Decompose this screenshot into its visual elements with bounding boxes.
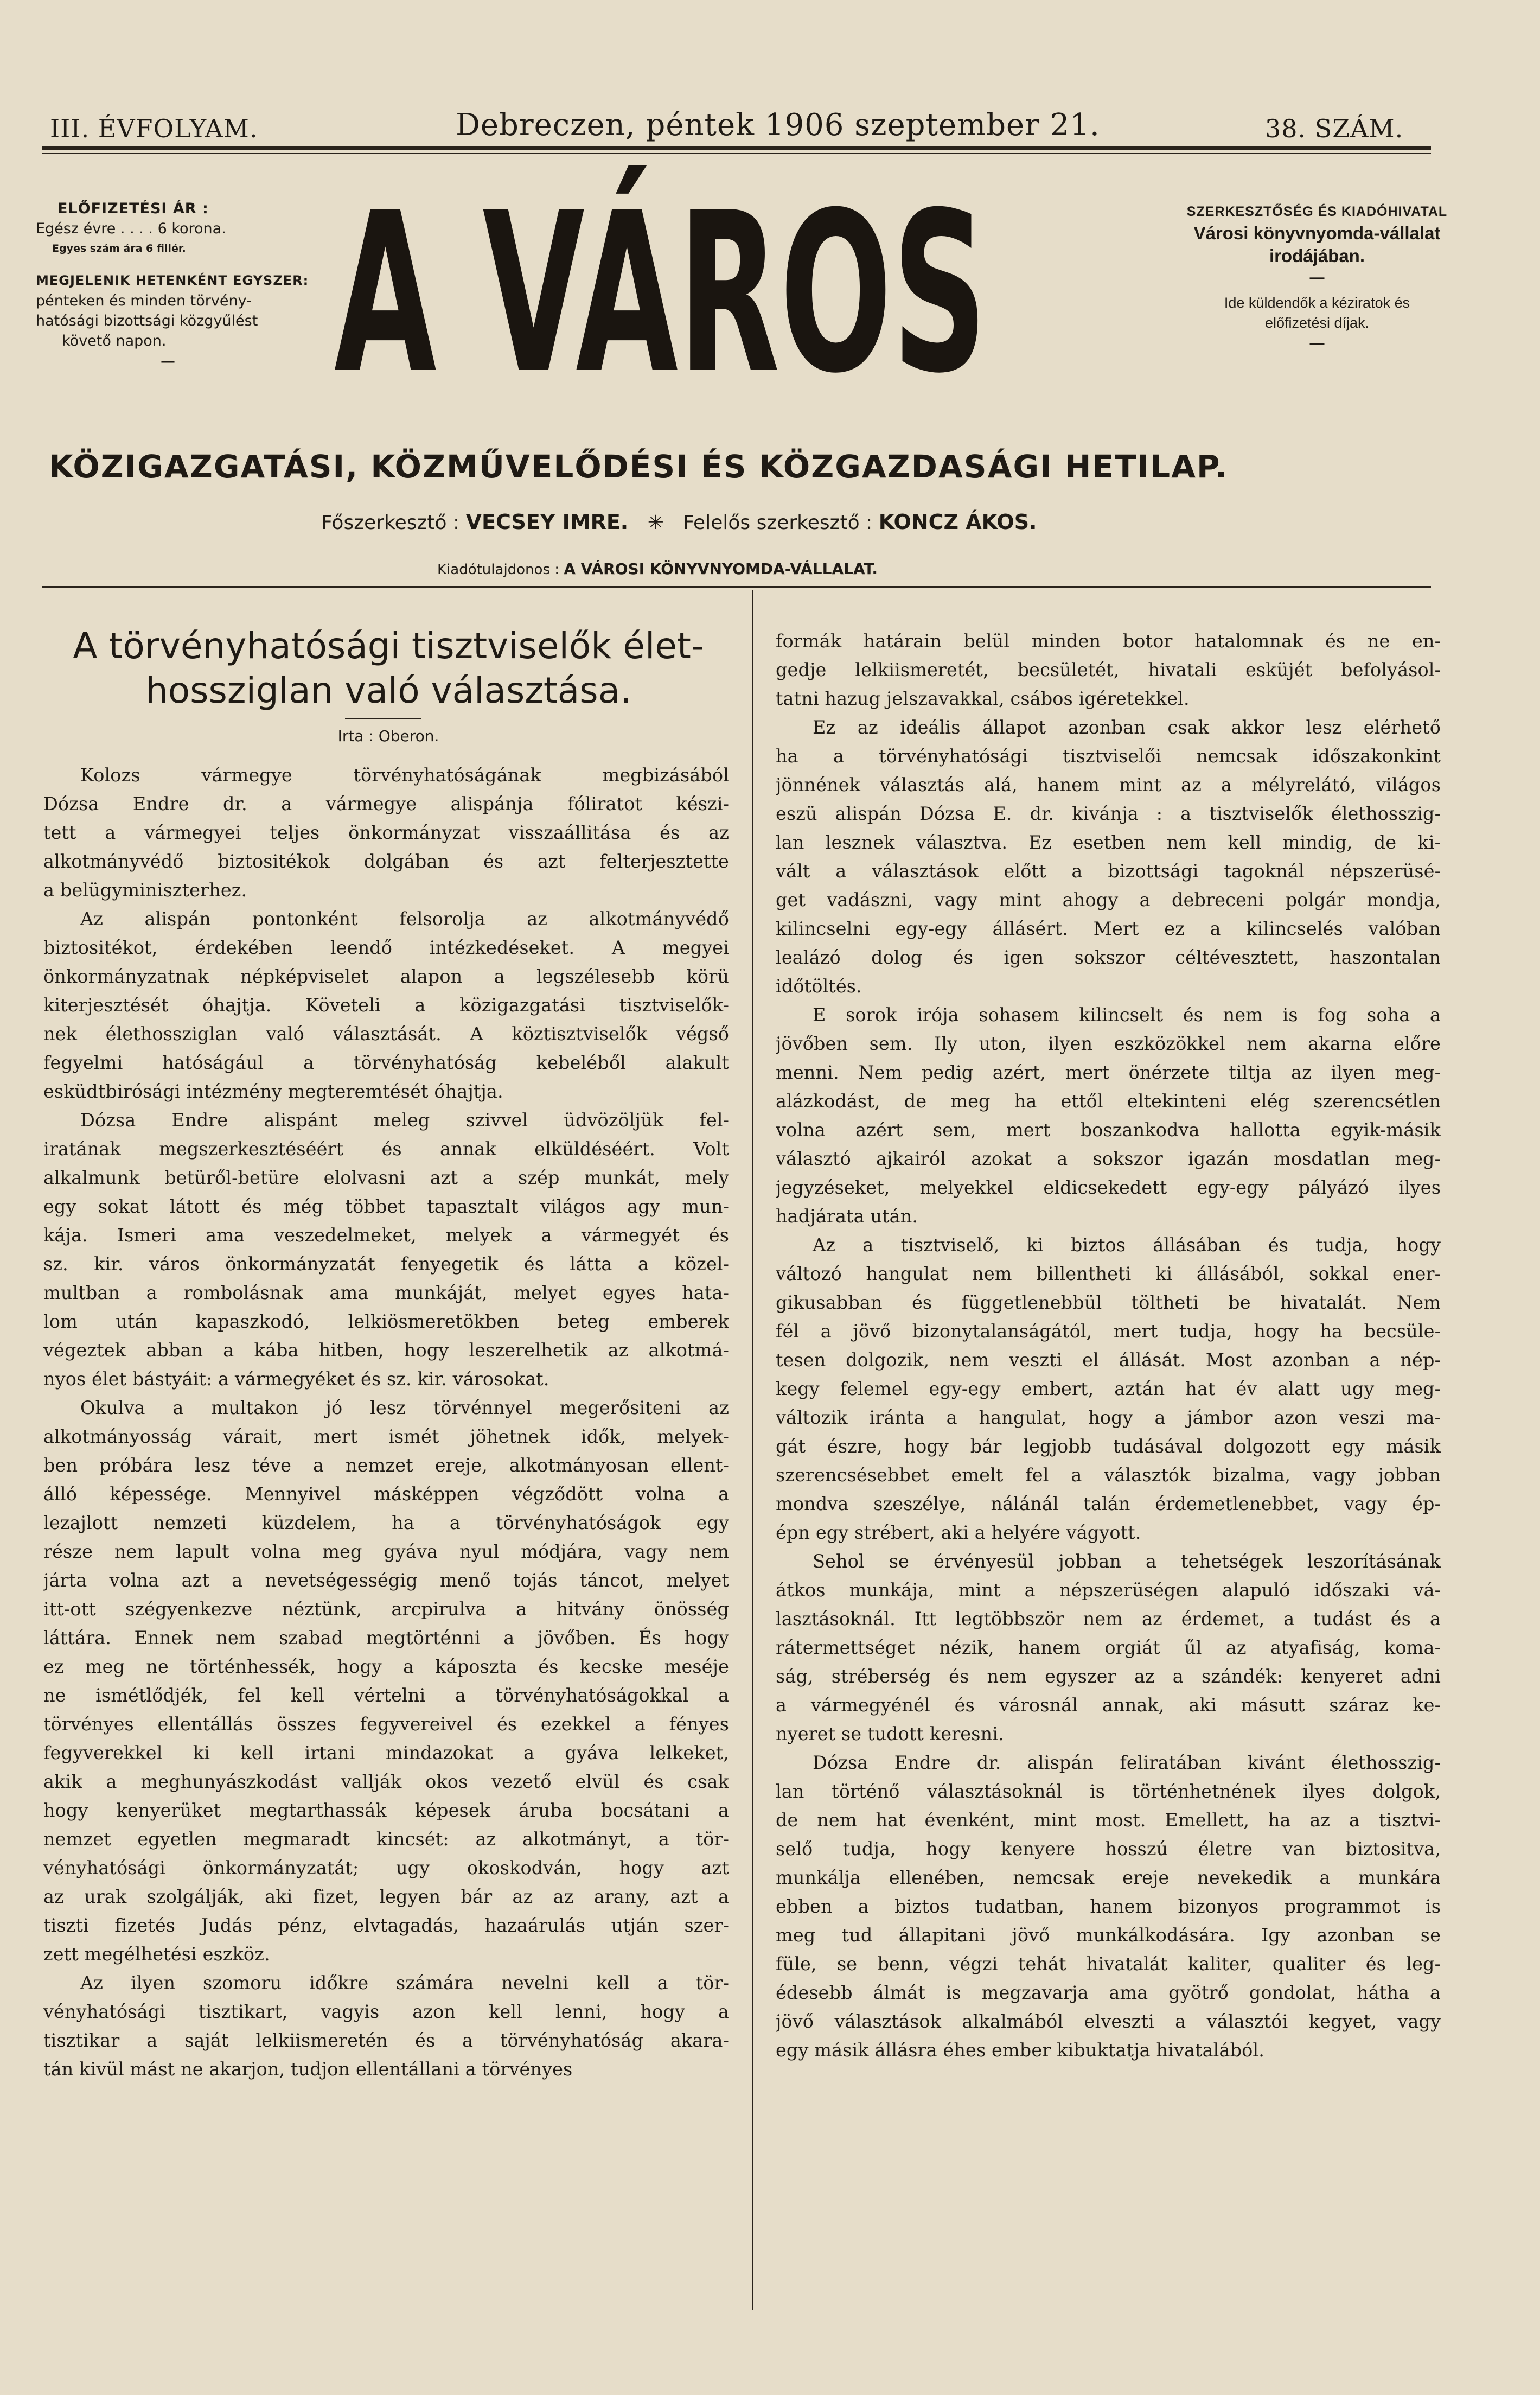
- text-line: lan történő választásoknál is történhetnének ilyes dolgok,: [776, 1781, 1441, 1802]
- text-line: gikusabban és függetlenebbül töltheti be hivatalát. Nem: [776, 1292, 1441, 1313]
- column-divider: [752, 590, 753, 2310]
- text-line: volna azért sem, mert boszankodva hallotta egyik-másik: [776, 1119, 1441, 1141]
- subscription-single: Egyes szám ára 6 fillér.: [52, 243, 186, 254]
- responsible-editor-name: KONCZ ÁKOS.: [878, 510, 1037, 534]
- text-line: választó ajkairól azokat a sokszor igazán mosdatlan meg-: [776, 1148, 1441, 1169]
- text-line: átkos munkája, mint a népszerüségen alapuló időszaki vá-: [776, 1579, 1441, 1601]
- office-box: [1165, 202, 1469, 353]
- office-dash-2: —: [1309, 335, 1325, 351]
- text-line: gát észre, hogy bár legjobb tudásával dolgozott egy másik: [776, 1436, 1441, 1457]
- text-line: Ez az ideális állapot azonban csak akkor lesz elérhető: [813, 717, 1441, 738]
- paragraph: [43, 905, 729, 1106]
- text-line: Kolozs vármegye törvényhatóságának megbizásából: [80, 765, 729, 786]
- text-line: fegyelmi hatóságául a törvényhatóság kebeléből alakult: [43, 1052, 729, 1073]
- subscription-heading: ELŐFIZETÉSI ÁR :: [57, 200, 209, 217]
- text-line: Az ilyen szomoru időkre számára nevelni kell a tör-: [80, 1972, 729, 1993]
- text-line: szerencsésebbet emelt fel a választók bizalma, vagy jobban: [776, 1464, 1441, 1486]
- masthead-title: A VÁROS: [334, 165, 987, 422]
- header-bottom-rule: [42, 586, 1431, 588]
- volume-label: III. ÉVFOLYAM.: [50, 114, 258, 143]
- text-line: nyeret se tudott keresni.: [776, 1723, 1004, 1744]
- text-line: iratának megszerkesztéséért és annak elküldéséért. Volt: [43, 1138, 729, 1160]
- text-line: get vadászni, vagy mint ahogy a debreceni polgár mondja,: [776, 889, 1441, 910]
- text-line: Dózsa Endre dr. alispán feliratában kivánt élethosszig-: [813, 1752, 1441, 1773]
- text-line: időtöltés.: [776, 976, 862, 997]
- text-line: járta volna azt a nevetségességig menő tojás táncot, melyet: [43, 1570, 729, 1591]
- subscription-dash: —: [161, 353, 175, 370]
- chief-editor-label: Főszerkesztő :: [321, 512, 460, 534]
- text-line: alkalmunk betüről-betüre elolvasni azt a szép munkát, mely: [43, 1167, 729, 1188]
- text-line: hadjárata után.: [776, 1206, 918, 1227]
- text-line: vált a választások előtt a bizottsági tagoknál népszerüsé-: [776, 861, 1441, 882]
- text-line: egy sokat látott és még többet tapasztalt világos agy mun-: [43, 1196, 729, 1217]
- text-line: édesebb álmát is megzavarja ama gyötrő gondolat, hátha a: [776, 1982, 1441, 2003]
- text-line: jövő választások alkalmából elveszti a választói kegyet, vagy: [776, 2011, 1441, 2032]
- text-line: végeztek abban a kába hitben, hogy leszerelhetik az alkotmá-: [43, 1340, 729, 1361]
- newspaper-subtitle: KÖZIGAZGATÁSI, KÖZMŰVELŐDÉSI ÉS KÖZGAZDASÁGI HETILAP.: [49, 448, 1228, 485]
- publisher-label: Kiadótulajdonos :: [437, 562, 560, 578]
- article-title: [36, 624, 741, 713]
- text-line: munkálja ellenében, nemcsak ereje nevekedik a munkára: [776, 1867, 1441, 1888]
- text-line: lan lesznek választva. Ez esetben nem kell mindig, de ki-: [776, 832, 1441, 853]
- article-column-left: [43, 761, 729, 2084]
- text-line: ben próbára lesz téve a nemzet ereje, alkotmányosan ellent-: [43, 1455, 729, 1476]
- paragraph: [776, 1748, 1441, 2065]
- text-line: esküdtbirósági intézmény megteremtését óhajtja.: [43, 1081, 503, 1102]
- text-line: multban a rombolásnak ama munkáját, melyet egyes hata-: [43, 1282, 729, 1303]
- text-line: meg tud állapitani jövő munkálkodására. Igy azonban se: [776, 1925, 1441, 1946]
- text-line: alkotmányvédő biztositékok dolgában és azt felterjesztette: [43, 851, 729, 872]
- text-line: láttára. Ennek nem szabad megtörténni a jövőben. És hogy: [43, 1627, 729, 1648]
- text-line: tett a vármegyei teljes önkormányzat visszaállitása és az: [43, 822, 729, 843]
- office-line-1: Városi könyvnyomda-vállalat: [1193, 223, 1441, 243]
- text-line: a vármegyénél és városnál annak, aki másutt száraz ke-: [776, 1695, 1441, 1716]
- text-line: kilincselni egy-egy állásért. Mert ez a kilincselés valóban: [776, 918, 1441, 939]
- text-line: füle, se benn, végzi tehát hivatalát kaliter, qualiter és leg-: [776, 1953, 1441, 1974]
- text-line: változó hangulat nem billentheti ki állásából, sokkal ener-: [776, 1263, 1441, 1284]
- paragraph: [43, 1393, 729, 1969]
- text-line: ez meg ne történhessék, hogy a káposzta és kecske meséje: [43, 1656, 729, 1677]
- text-line: lasztásoknál. Itt legtöbbször nem az érdemet, a tudást és a: [776, 1608, 1441, 1629]
- appears-line-2: hatósági bizottsági közgyűlést: [36, 313, 258, 329]
- text-line: rátermettséget nézik, hanem orgiát űl az atyafiság, koma-: [776, 1637, 1441, 1658]
- text-line: ne ismétlődjék, fel kell vértelni a törvényhatóságokkal a: [43, 1685, 729, 1706]
- editors-line: [321, 510, 1037, 534]
- text-line: gedje lelkiismeretét, becsületét, hivatali esküjét befolyásol-: [776, 659, 1441, 680]
- text-line: fél a jövő bizonytalanságától, mert tudja, hogy ha becsüle-: [776, 1321, 1441, 1342]
- article-title-line-2: hossziglan való választása.: [145, 670, 632, 711]
- text-line: nek élethossziglan való választását. A köztisztviselők végső: [43, 1023, 729, 1044]
- text-line: menni. Nem pedig azért, mert önérzete tiltja az ilyen meg-: [776, 1062, 1441, 1083]
- article-column-right: [776, 627, 1441, 2065]
- text-line: álló képessége. Mennyivel másképpen végződött volna a: [43, 1483, 729, 1505]
- text-line: kegy felemel egy-egy embert, aztán hat év alatt ugy meg-: [776, 1378, 1441, 1399]
- text-line: tatni hazug jelszavakkal, csábos igéretekkel.: [776, 688, 1190, 709]
- text-line: Dózsa Endre dr. a vármegye alispánja fóliratot készi-: [43, 793, 729, 814]
- text-line: önkormányzatnak népképviselet alapon a legszélesebb körü: [43, 966, 729, 987]
- issue-number: 38. SZÁM.: [1265, 114, 1404, 143]
- text-line: kája. Ismeri ama veszedelmeket, melyek a vármegyét és: [43, 1225, 729, 1246]
- text-line: lom után kapaszkodó, lelkiösmeretökben beteg emberek: [43, 1311, 729, 1332]
- paragraph: [776, 1231, 1441, 1547]
- office-line-2: irodájában.: [1269, 246, 1365, 266]
- text-line: Sehol se érvényesül jobban a tehetségek leszorításának: [813, 1551, 1441, 1572]
- text-line: változik iránta a hangulat, hogy a jámbor azon veszi ma-: [776, 1407, 1441, 1428]
- top-rule-thin: [42, 153, 1431, 154]
- paragraph: [776, 1547, 1441, 1748]
- text-line: ebben a biztos tudatban, hanem bizonyos programmot is: [776, 1896, 1441, 1917]
- text-line: része nem lapult volna meg gyáva nyul módjára, vagy nem: [43, 1541, 729, 1562]
- article-title-line-1: A törvényhatósági tisztviselők élet-: [73, 625, 704, 667]
- paragraph: [43, 1969, 729, 2084]
- text-line: hogy kenyerüket megtarthassák képesek áruba bocsátani a: [43, 1800, 729, 1821]
- text-line: tiszti fizetés Judás pénz, elvtagadás, hazaárulás utján szer-: [43, 1915, 729, 1936]
- text-line: vényhatósági önkormányzatát; ugy okoskodván, hogy azt: [43, 1857, 729, 1878]
- text-line: a belügyminiszterhez.: [43, 880, 247, 901]
- chief-editor-name: VECSEY IMRE.: [465, 510, 629, 534]
- text-line: Az alispán pontonként felsorolja az alkotmányvédő: [80, 908, 729, 929]
- text-line: formák határain belül minden botor hatalomnak és ne en-: [776, 630, 1441, 652]
- appears-heading: MEGJELENIK HETENKÉNT EGYSZER:: [36, 273, 309, 288]
- text-line: jönnének választás alá, hanem mint az a mélyrelátó, világos: [776, 774, 1441, 795]
- responsible-editor-label: Felelős szerkesztő :: [683, 512, 873, 534]
- text-line: lealázó dolog és igen sokszor céltévesztett, haszontalan: [776, 947, 1441, 968]
- dateline: Debreczen, péntek 1906 szeptember 21.: [456, 107, 1100, 143]
- appears-line-1: pénteken és minden törvény-: [36, 292, 252, 309]
- text-line: ha a törvényhatósági tisztviselői nemcsak időszakonkint: [776, 746, 1441, 767]
- text-line: ság, stréberség és nem egyszer az a szándék: kenyeret adni: [776, 1666, 1441, 1687]
- text-line: az urak szolgálják, aki fizet, legyen bár az az arany, azt a: [43, 1886, 729, 1907]
- text-line: zett megélhetési eszköz.: [43, 1944, 270, 1965]
- text-line: Okulva a multakon jó lesz törvénnyel megerősiteni az: [80, 1397, 729, 1418]
- text-line: itt-ott szégyenkezve néztünk, arcpirulva a hitvány önösség: [43, 1598, 729, 1620]
- text-line: selő tudja, hogy kenyere hosszú életre van biztositva,: [776, 1838, 1441, 1859]
- text-line: mondva szeszélye, nálánál talán érdemetlenebbet, vagy ép-: [776, 1493, 1441, 1514]
- subscription-box: [36, 199, 340, 371]
- text-line: tán kivül mást ne akarjon, tudjon ellentállani a törvényes: [43, 2059, 573, 2080]
- paragraph: [43, 1106, 729, 1393]
- text-line: törvényes ellentállás összes fegyvereivel és ezekkel a fényes: [43, 1714, 729, 1735]
- appears-line-3: követő napon.: [62, 333, 167, 349]
- text-line: jegyzéseket, melyekkel eldicsekedett egy-egy pályázó ilyes: [776, 1177, 1441, 1198]
- publisher-name: A VÁROSI KÖNYVNYOMDA-VÁLLALAT.: [564, 560, 878, 578]
- text-line: akik a meghunyászkodást vallják okos vezető elvül és csak: [43, 1771, 729, 1792]
- title-rule: [345, 718, 421, 719]
- office-heading: SZERKESZTŐSÉG ÉS KIADÓHIVATAL: [1186, 204, 1448, 219]
- text-line: alázkodást, de meg ha ettől eltekinteni elég szerencsétlen: [776, 1091, 1441, 1112]
- text-line: lezajlott nemzeti küzdelem, ha a törvényhatóságok egy: [43, 1512, 729, 1533]
- office-send-line-1: Ide küldendők a kéziratok és: [1224, 295, 1410, 311]
- office-dash: —: [1309, 269, 1325, 285]
- text-line: tesen dolgozik, nem veszti el állását. Most azonban a nép-: [776, 1349, 1441, 1371]
- paragraph: [43, 761, 729, 905]
- text-line: sz. kir. város önkormányzatát fenyegetik és látta a közel-: [43, 1253, 729, 1275]
- paragraph: [776, 713, 1441, 1001]
- top-rule: [42, 146, 1431, 150]
- text-line: jövőben sem. Ily uton, ilyen eszközökkel nem akarna előre: [776, 1033, 1441, 1054]
- subscription-yearly: Egész évre . . . . 6 korona.: [36, 220, 226, 237]
- text-line: kiterjesztését óhajtja. Követeli a közigazgatási tisztviselők-: [43, 995, 729, 1016]
- text-line: biztositékot, érdekében leendő intézkedéseket. A megyei: [43, 937, 729, 958]
- text-line: Az a tisztviselő, ki biztos állásában és tudja, hogy: [813, 1234, 1441, 1256]
- text-line: fegyverekkel ki kell irtani mindazokat a gyáva lelkeket,: [43, 1742, 729, 1763]
- paragraph: [776, 627, 1441, 713]
- text-line: eszü alispán Dózsa E. dr. kivánja : a tisztviselők élethosszig-: [776, 803, 1441, 824]
- text-line: épn egy strébert, aki a helyére vágyott.: [776, 1522, 1141, 1543]
- paragraph: [776, 1001, 1441, 1231]
- text-line: tisztikar a saját lelkiismeretén és a törvényhatóság akara-: [43, 2030, 729, 2051]
- star-icon: ✳: [647, 512, 664, 534]
- publisher-line: [437, 560, 878, 578]
- text-line: alkotmányosság várait, mert ismét jöhetnek idők, melyek-: [43, 1426, 729, 1447]
- text-line: nyos élet bástyáit: a vármegyéket és sz. kir. városokat.: [43, 1368, 549, 1390]
- text-line: vényhatósági tisztikart, vagyis azon kell lenni, hogy a: [43, 2001, 729, 2022]
- article-byline: Irta : Oberon.: [337, 727, 439, 745]
- text-line: Dózsa Endre alispánt meleg szivvel üdvözöljük fel-: [80, 1110, 729, 1131]
- office-send-line-2: előfizetési díjak.: [1264, 315, 1370, 331]
- text-line: egy másik állásra éhes ember kibuktatja hivatalából.: [776, 2040, 1264, 2061]
- text-line: E sorok irója sohasem kilincselt és nem is fog soha a: [813, 1004, 1441, 1025]
- text-line: nemzet egyetlen megmaradt kincsét: az alkotmányt, a tör-: [43, 1829, 729, 1850]
- text-line: de nem hat évenként, mint most. Emellett, ha az a tisztvi-: [776, 1810, 1441, 1831]
